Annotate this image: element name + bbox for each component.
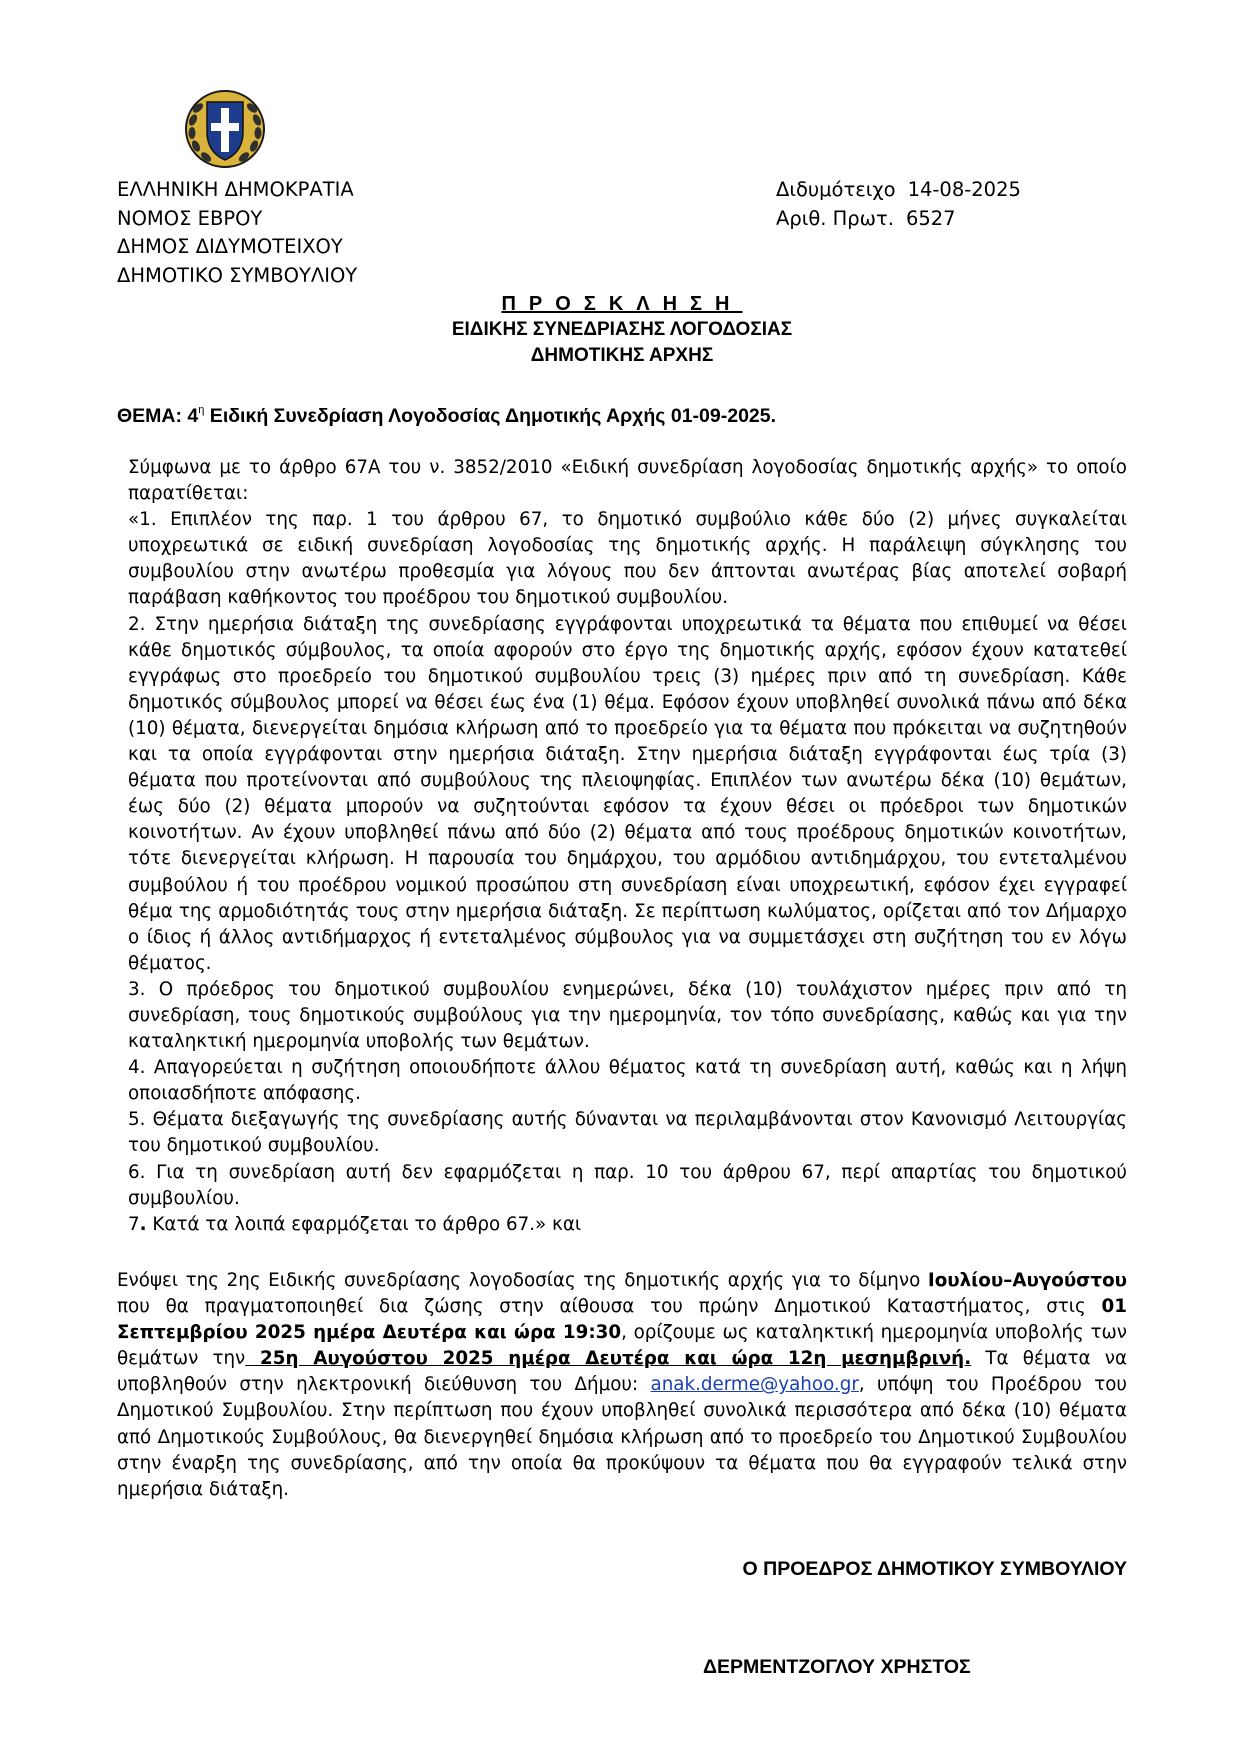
protocol-label: Αριθ. Πρωτ. bbox=[776, 206, 894, 230]
closing-text-3: , ορίζουμε ως καταληκτική ημερομηνία υποβολής των θεμάτων την bbox=[117, 1322, 1127, 1370]
meeting-datetime: 01 Σεπτεμβρίου 2025 ημέρα Δευτέρα και ώρα 19:30 bbox=[117, 1296, 1127, 1344]
place-date-line bbox=[776, 176, 1021, 205]
date-protocol-block bbox=[776, 176, 1021, 233]
closing-text-2: που θα πραγματοποιηθεί δια ζώσης στην αίθουσα του πρώην Δημοτικού Καταστήματος, στις bbox=[117, 1296, 1102, 1318]
p7-number: 7 bbox=[128, 1213, 140, 1235]
protocol-line bbox=[776, 205, 1021, 234]
place-label: Διδυμότειχο bbox=[776, 178, 896, 201]
title-line-3: ΔΗΜΟΤΙΚΗΣ ΑΡΧΗΣ bbox=[530, 345, 714, 366]
closing-text-4: Τα θέματα να υποβληθούν στην ηλεκτρονική διεύθυνση του Δήμου: bbox=[117, 1348, 1128, 1396]
intro-paragraph: Σύμφωνα με το άρθρο 67Α του ν. 3852/2010 «Ειδική συνεδρίαση λογοδοσίας δημοτικής αρχής» το οποίο παρατίθεται: bbox=[128, 457, 1127, 505]
contact-email-link[interactable]: anak.derme@yahoo.gr bbox=[650, 1374, 859, 1396]
article-paragraph-6: 6. Για τη συνεδρίαση αυτή δεν εφαρμόζεται η παρ. 10 του άρθρου 67, περί απαρτίας του δημοτικού συμβουλίου. bbox=[128, 1161, 1127, 1209]
issuer-line: ΝΟΜΟΣ ΕΒΡΟΥ bbox=[117, 206, 263, 230]
article-paragraph-1: «1. Επιπλέον της παρ. 1 του άρθρου 67, το δημοτικό συμβούλιο κάθε δύο (2) μήνες συγκαλείται υποχρεωτικά σε ειδική συνεδρίαση λογοδοσίας της δημοτικής αρχής. Η παράλειψη σύγκλησης του συμβουλίου στην ανωτέρω προθεσμία για λόγους που δεν άπτονται ανωτέρας βίας αποτελεί σοβαρή παράβαση καθήκοντος του προέδρου του δημοτικού συμβουλίου. bbox=[128, 509, 1127, 609]
article-paragraph-3: 3. Ο πρόεδρος του δημοτικού συμβουλίου ενημερώνει, δέκα (10) τουλάχιστον ημέρες πριν από τη συνεδρίαση, τους δημοτικούς συμβούλους για την ημερομηνία, τον τόπο συνεδρίασης, καθώς και για την καταληκτική ημερομηνία υποβολής των θεμάτων. bbox=[128, 978, 1127, 1053]
law-citation bbox=[117, 455, 1127, 1238]
subject-prefix: ΘΕΜΑ: 4 bbox=[117, 405, 199, 427]
issuer-line: ΔΗΜΟΤΙΚΟ ΣΥΜΒΟΥΛΙΟΥ bbox=[117, 263, 358, 287]
greek-coat-of-arms-icon bbox=[174, 88, 276, 170]
article-paragraph-2: 2. Στην ημερήσια διάταξη της συνεδρίασης εγγράφονται υποχρεωτικά τα θέματα που επιθυμεί να θέσει κάθε δημοτικός σύμβουλος, τα οποία αφορούν στο έργο της δημοτικής αρχής, εφόσον έχουν κατατεθεί εγγράφως στο προεδρείο του δημοτικού συμβουλίου τρεις (3) ημέρες πριν από τη συνεδρίαση. Κάθε δημοτικός σύμβουλος μπορεί να θέσει έως ένα (1) θέμα. Εφόσον έχουν υποβληθεί συνολικά πάνω από δέκα (10) θέματα, διενεργείται δημόσια κλήρωση από το προεδρείο για τα θέματα που πρόκειται να συζητηθούν και τα οποία εγγράφονται στην ημερήσια διάταξη. Στην ημερήσια διάταξη εγγράφονται έως τρία (3) θέματα που προτείνονται από συμβούλους της πλειοψηφίας. Επιπλέον των ανωτέρω δέκα (10) θεμάτων, έως δύο (2) θέματα μπορούν να συζητούνται εφόσον τα έχουν θέσει οι πρόεδροι των δημοτικών κοινοτήτων. Αν έχουν υποβληθεί πάνω από δύο (2) θέματα από τους προέδρους δημοτικών κοινοτήτων, τότε διενεργείται κλήρωση. Η παρουσία του δημάρχου, του αρμόδιου αντιδημάρχου, του εντεταλμένου συμβούλου ή του προέδρου νομικού προσώπου στη συνεδρίαση είναι υποχρεωτική, εφόσον έχει εγγραφεί θέμα της αρμοδιότητάς τους στην ημερήσια διάταξη. Σε περίπτωση κωλύματος, ορίζεται από τον Δήμαρχο ο ίδιος ή άλλος αντιδήμαρχος ή εντεταλμένος σύμβουλος για να συμμετάσχει στη συζήτηση του εν λόγω θέματος. bbox=[128, 613, 1127, 974]
p7-dot: . bbox=[139, 1213, 147, 1235]
subject-text: Ειδική Συνεδρίαση Λογοδοσίας Δημοτικής Αρχής 01-09-2025. bbox=[204, 405, 777, 427]
article-paragraph-5: 5. Θέματα διεξαγωγής της συνεδρίασης αυτής δύνανται να περιλαμβάνονται στον Κανονισμό Λειτουργίας του δημοτικού συμβουλίου. bbox=[128, 1109, 1127, 1157]
invitation-paragraph bbox=[117, 1268, 1127, 1503]
document-title bbox=[117, 291, 1127, 369]
subject-superscript: η bbox=[198, 404, 205, 416]
subject-line bbox=[117, 404, 776, 428]
signatory-role: Ο ΠΡΟΕΔΡΟΣ ΔΗΜΟΤΙΚΟΥ ΣΥΜΒΟΥΛΙΟΥ bbox=[742, 1558, 1127, 1580]
p7-text: Κατά τα λοιπά εφαρμόζεται το άρθρο 67.» και bbox=[146, 1213, 582, 1235]
closing-text-5: , υπόψη του Προέδρου του Δημοτικού Συμβουλίου. Στην περίπτωση που έχουν υποβληθεί συνολικά περισσότερα από δέκα (10) θέματα από Δημοτικούς Συμβούλους, θα διενεργηθεί δημόσια κλήρωση από το προεδρείο του Δημοτικού Συμβουλίου στην έναρξη της συνεδρίασης, από την οποία θα προκύψουν τα θέματα που θα εγγραφούν τελικά στην ημερήσια διάταξη. bbox=[117, 1374, 1128, 1500]
signatory-name: ΔΕΡΜΕΝΤΖΟΓΛΟΥ ΧΡΗΣΤΟΣ bbox=[703, 1656, 971, 1678]
closing-text-1: Ενόψει της 2ης Ειδικής συνεδρίασης λογοδοσίας της δημοτικής αρχής για το δίμηνο bbox=[117, 1270, 928, 1291]
issuer-block bbox=[117, 176, 357, 290]
protocol-number: 6527 bbox=[905, 206, 956, 230]
article-paragraph-7 bbox=[117, 1212, 1127, 1238]
submission-deadline: 25η Αυγούστου 2025 ημέρα Δευτέρα και ώρα 12η μεσημβρινή. bbox=[245, 1348, 972, 1370]
closing-text bbox=[117, 1268, 1127, 1503]
period-months: Ιουλίου–Αυγούστου bbox=[927, 1270, 1127, 1291]
article-paragraph-4: 4. Απαγορεύεται η συζήτηση οποιουδήποτε άλλου θέματος κατά τη συνεδρίαση αυτή, καθώς και η λήψη οποιασδήποτε απόφασης. bbox=[128, 1057, 1127, 1105]
issuer-line: ΕΛΛΗΝΙΚΗ ΔΗΜΟΚΡΑΤΙΑ bbox=[117, 178, 354, 201]
title-line-2: ΕΙΔΙΚΗΣ ΣΥΝΕΔΡΙΑΣΗΣ ΛΟΓΟΔΟΣΙΑΣ bbox=[451, 319, 793, 340]
title-main: ΠΡΟΣΚΛΗΣΗ bbox=[501, 293, 743, 315]
document-date: 14-08-2025 bbox=[907, 178, 1021, 201]
issuer-line: ΔΗΜΟΣ ΔΙΔΥΜΟΤΕΙΧΟΥ bbox=[117, 235, 343, 258]
